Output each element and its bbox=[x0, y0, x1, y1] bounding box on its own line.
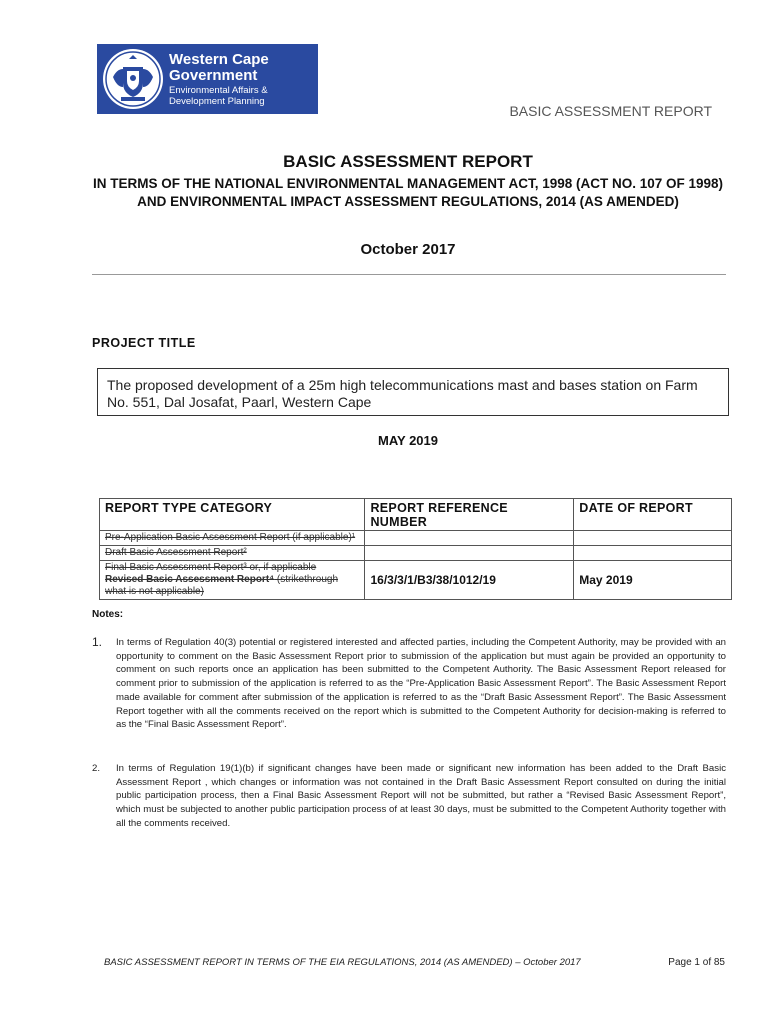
date-cell bbox=[574, 531, 732, 546]
government-logo bbox=[97, 44, 318, 114]
note-item bbox=[92, 762, 726, 831]
divider bbox=[92, 274, 726, 275]
date-cell bbox=[574, 546, 732, 561]
report-type-table bbox=[99, 498, 732, 600]
table-row bbox=[100, 531, 732, 546]
column-header: REPORT REFERENCE NUMBER bbox=[365, 499, 574, 531]
coat-of-arms-icon bbox=[97, 44, 169, 114]
note-number: 1. bbox=[92, 635, 103, 649]
reference-cell: 16/3/3/1/B3/38/1012/19 bbox=[365, 561, 574, 600]
report-date-heading: MAY 2019 bbox=[378, 433, 438, 448]
reference-cell bbox=[365, 531, 574, 546]
document-date: October 2017 bbox=[360, 241, 456, 258]
category-selected-text: Revised Basic Assessment Report⁴ bbox=[105, 574, 275, 585]
page-number: Page 1 of 85 bbox=[668, 957, 725, 968]
table-header-row bbox=[100, 499, 732, 531]
note-item bbox=[92, 636, 726, 732]
note-text: In terms of Regulation 19(1)(b) if significant changes have been made or significant new information has been added to the Draft Basic Assessment Report , which changes or information was not contained in the Draft Basic Assessment Report consulted on during the initial public participation process, then a Final Basic Assessment Report will not be submitted, but rather a “Revised Basic Assessment Report”, which must be subjected to another public participation process of at least 30 days, must be submitted to the Competent Authority together with all the comments received. bbox=[116, 763, 726, 829]
logo-line-1: Western Cape bbox=[169, 51, 269, 68]
logo-line-3: Environmental Affairs & bbox=[169, 85, 268, 96]
table-row bbox=[100, 561, 732, 600]
logo-line-4: Development Planning bbox=[169, 95, 265, 107]
project-title-box: The proposed development of a 25m high telecommunications mast and bases station on Farm No. 551, Dal Josafat, Paarl, Western Cape bbox=[97, 368, 729, 416]
report-category-cell: Draft Basic Assessment Report² bbox=[100, 546, 365, 561]
category-tail-text: (strikethrough what is not applicable) bbox=[105, 574, 339, 597]
document-title: BASIC ASSESSMENT REPORT bbox=[283, 152, 533, 171]
column-header: REPORT TYPE CATEGORY bbox=[100, 499, 365, 531]
column-header: DATE OF REPORT bbox=[574, 499, 732, 531]
running-header: BASIC ASSESSMENT REPORT bbox=[509, 103, 712, 119]
note-text: In terms of Regulation 40(3) potential or registered interested and affected parties, including the Competent Authority, may be provided with an opportunity to comment on the Basic Assessment Report prior to submission of the application but must again be provided an opportunity to comment on such reports once an application has been submitted to the Competent Authority. The Basic Assessment Report released for comment prior to submission of the application is referred to as the “Pre-Application Basic Assessment Report”. The Basic Assessment Report made available for comment after submission of the application is referred to as the “Draft Basic Assessment Report”. The Basic Assessment Report together with all the comments received on the report which is submitted to the Competent Authority for decision-making is referred to as the “Final Basic Assessment Report”. bbox=[116, 637, 726, 731]
reference-cell bbox=[365, 546, 574, 561]
table-row bbox=[100, 546, 732, 561]
report-category-cell bbox=[100, 561, 365, 600]
footer-text: BASIC ASSESSMENT REPORT IN TERMS OF THE EIA REGULATIONS, 2014 (AS AMENDED) – October 2017 bbox=[104, 957, 581, 968]
report-category-cell: Pre-Application Basic Assessment Report (if applicable)¹ bbox=[100, 531, 365, 546]
note-number: 2. bbox=[92, 763, 101, 774]
date-cell: May 2019 bbox=[574, 561, 732, 600]
notes-label: Notes: bbox=[92, 609, 124, 620]
project-title-label: PROJECT TITLE bbox=[92, 336, 196, 350]
logo-line-2: Government bbox=[169, 67, 258, 84]
category-strike-text: Final Basic Assessment Report³ or, if applicable bbox=[105, 562, 317, 573]
document-subtitle: IN TERMS OF THE NATIONAL ENVIRONMENTAL MANAGEMENT ACT, 1998 (ACT NO. 107 OF 1998) AND ENVIRONMENTAL IMPACT ASSESSMENT REGULATIONS, 2014 (AS AMENDED) bbox=[92, 176, 724, 209]
